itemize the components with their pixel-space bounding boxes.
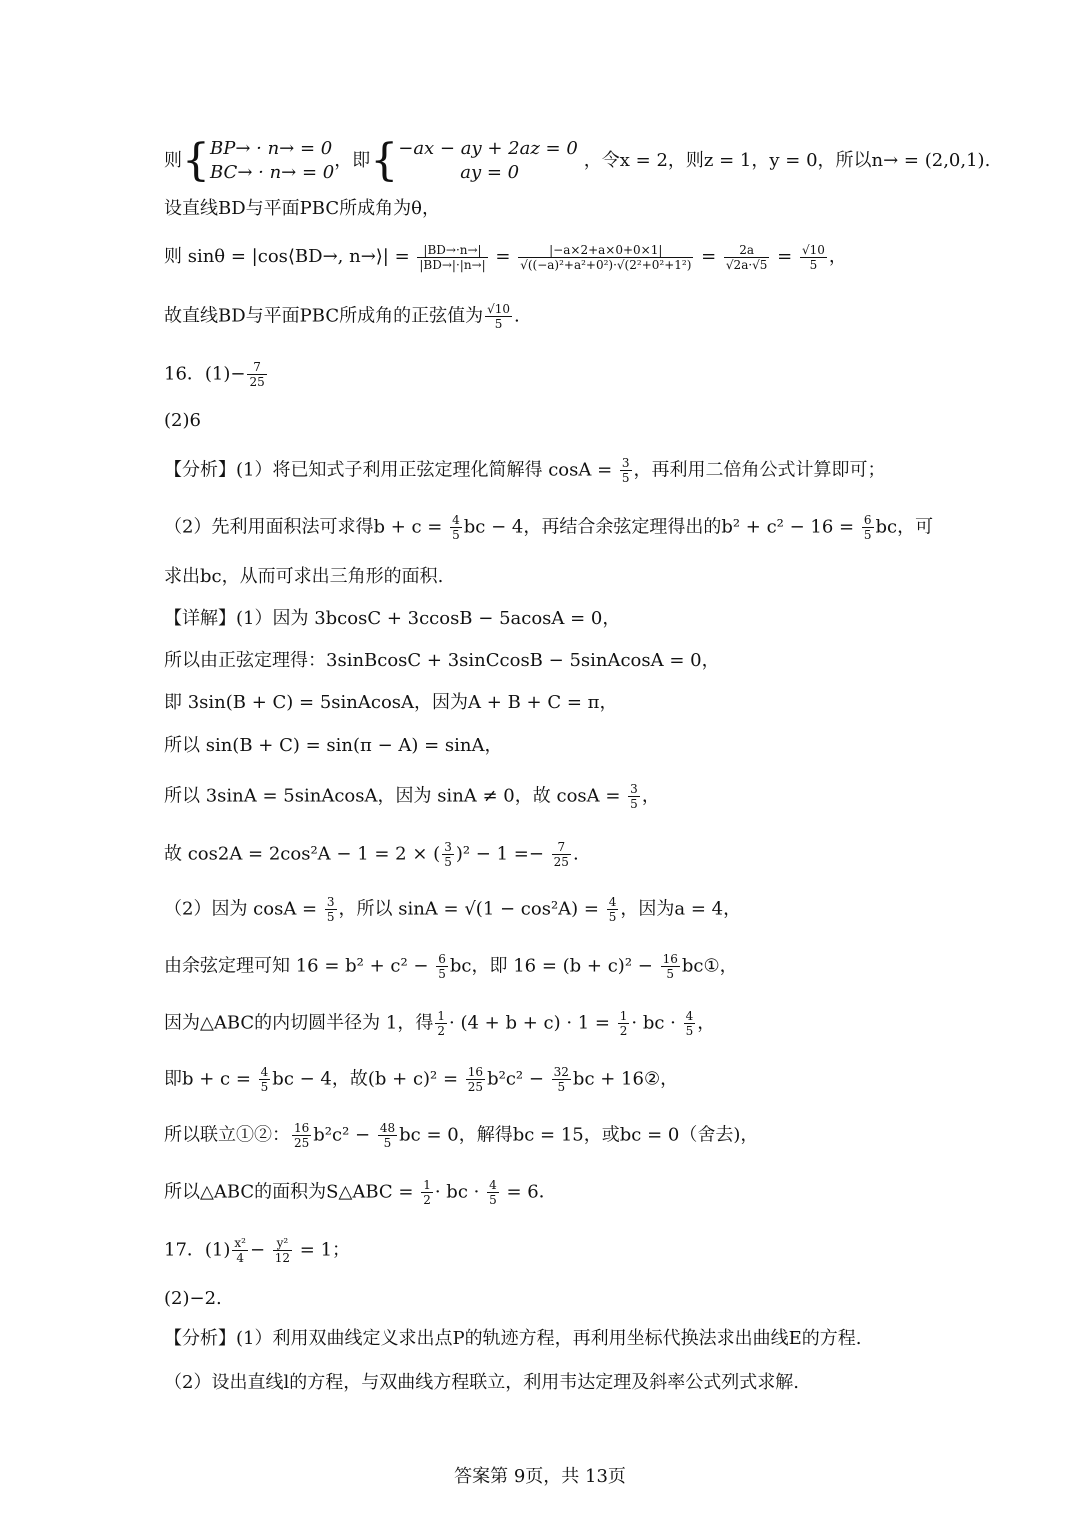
numerator: x² xyxy=(234,1236,246,1250)
numerator: 1 xyxy=(619,1009,628,1023)
denominator: √2a·√5 xyxy=(725,257,768,272)
denominator: 2 xyxy=(619,1024,628,1038)
text: bc，即 16 = (b + c)² − xyxy=(449,955,659,977)
numerator: 2a xyxy=(724,243,770,258)
fraction xyxy=(232,1236,248,1265)
text: = 6． xyxy=(500,1181,557,1203)
text: ，令x = 2，则z = 1，y = 0，所以n→ = (2,0,1). xyxy=(583,150,991,171)
text: （2）因为 cosA = xyxy=(164,898,323,920)
denominator: 25 xyxy=(467,1080,484,1094)
numerator: 1 xyxy=(423,1178,431,1192)
analysis-line xyxy=(164,1370,940,1396)
page-footer: 答案第 9页，共 13页 xyxy=(454,1466,626,1487)
fraction xyxy=(259,1065,271,1094)
text: bc = 0，解得bc = 15，或bc = 0（舍去)， xyxy=(399,1124,759,1146)
text: （2）先利用面积法可求得b + c = xyxy=(164,516,449,538)
fraction xyxy=(487,1178,499,1207)
text: . xyxy=(572,843,579,865)
text: bc + 16②， xyxy=(572,1068,679,1090)
analysis-line xyxy=(164,1326,940,1352)
numerator: 6 xyxy=(863,513,872,527)
equation: ay = 0 xyxy=(460,162,520,183)
text: ，所以 sinA = √(1 − cos²A) = xyxy=(338,898,605,920)
equation: BC→ · n→ = 0 xyxy=(210,162,335,183)
text: （2）设出直线l的方程，与双曲线方程联立，利用韦达定理及斜率公式列式求解. xyxy=(164,1372,799,1393)
fraction xyxy=(442,840,454,869)
numerator: |−a×2+a×0+0×1| xyxy=(518,243,693,258)
numerator: 6 xyxy=(438,952,446,966)
fraction xyxy=(862,513,874,542)
fraction xyxy=(466,1065,485,1094)
text: 由余弦定理可知 16 = b² + c² − xyxy=(164,955,435,977)
denominator: 25 xyxy=(249,375,265,389)
detail-line xyxy=(164,648,940,674)
detail-line xyxy=(164,952,940,981)
denominator: 5 xyxy=(621,471,630,485)
answer-17-2 xyxy=(164,1286,940,1312)
denominator: 5 xyxy=(809,257,818,272)
denominator: √((−a)²+a²+0²)·√(2²+0²+1²) xyxy=(520,257,692,272)
detail-line xyxy=(164,895,940,924)
fraction xyxy=(273,1236,292,1265)
text: 【详解】(1）因为 3bcosC + 3ccosB − 5acosA = 0， xyxy=(164,608,621,629)
fraction xyxy=(518,243,693,272)
fraction xyxy=(378,1121,397,1150)
numerator: 1 xyxy=(437,1009,445,1023)
text: ，再利用二倍角公式计算即可； xyxy=(633,459,886,481)
fraction xyxy=(724,243,770,272)
text: 【分析】(1）将已知式子利用正弦定理化简解得 cosA = xyxy=(164,459,618,481)
detail-line xyxy=(164,782,940,811)
fraction xyxy=(435,1009,447,1038)
equation-system-1 xyxy=(210,137,334,185)
numerator: 3 xyxy=(621,456,630,470)
numerator: 4 xyxy=(452,513,460,527)
fraction xyxy=(421,1178,433,1207)
numerator: 4 xyxy=(608,895,617,909)
answer-16-1 xyxy=(164,360,940,389)
text: )² − 1 =− xyxy=(455,843,550,865)
fraction xyxy=(247,360,266,389)
answer-17-1 xyxy=(164,1236,940,1265)
text: b²c² − xyxy=(487,1068,550,1090)
denominator: 25 xyxy=(294,1136,310,1150)
detail-line xyxy=(164,690,940,716)
text: = xyxy=(695,246,722,267)
text: 16．(1)− xyxy=(164,363,246,385)
brace-icon: { xyxy=(370,135,399,186)
text: ， xyxy=(641,785,660,807)
equation: −ax − ay + 2az = 0 xyxy=(398,138,578,159)
denominator: 5 xyxy=(326,910,335,924)
equation: BP→ · n→ = 0 xyxy=(210,138,333,159)
numerator: 4 xyxy=(489,1178,497,1192)
text: = xyxy=(489,246,517,267)
text: 求出bc，从而可求出三角形的面积. xyxy=(164,566,444,587)
line-system xyxy=(164,134,991,188)
text: · bc · xyxy=(434,1181,486,1203)
fraction xyxy=(485,302,512,331)
text: (2)−2. xyxy=(164,1288,222,1309)
detail-line xyxy=(164,1121,940,1150)
numerator: 32 xyxy=(553,1065,569,1079)
denominator: 5 xyxy=(608,910,617,924)
denominator: 5 xyxy=(863,528,872,542)
fraction xyxy=(325,895,337,924)
denominator: 25 xyxy=(553,855,569,869)
detail-line xyxy=(164,1009,940,1038)
analysis-line xyxy=(164,456,940,485)
text: 故 cos2A = 2cos²A − 1 = 2 × ( xyxy=(164,843,441,865)
text: 则 sinθ = |cos⟨BD→, n→⟩| = xyxy=(164,246,416,267)
text: 即b + c = xyxy=(164,1068,257,1090)
fraction xyxy=(800,243,827,272)
fraction xyxy=(552,840,571,869)
fraction xyxy=(661,952,680,981)
denominator: 2 xyxy=(423,1193,431,1207)
analysis-line xyxy=(164,564,940,590)
denominator: 5 xyxy=(452,528,460,542)
fraction xyxy=(292,1121,311,1150)
numerator: 4 xyxy=(260,1065,269,1079)
detail-line xyxy=(164,1178,940,1207)
denominator: 5 xyxy=(685,1024,694,1038)
denominator: 5 xyxy=(489,1193,497,1207)
fraction xyxy=(684,1009,696,1038)
fraction xyxy=(628,782,640,811)
detail-line xyxy=(164,840,940,869)
text: 所以由正弦定理得：3sinBcosC + 3sinCcosB − 5sinAcosA = 0， xyxy=(164,650,720,671)
text: 所以 3sinA = 5sinAcosA，因为 sinA ≠ 0，故 cosA = xyxy=(164,785,627,807)
fraction xyxy=(552,1065,571,1094)
text: 所以 sin(B + C) = sin(π − A) = sinA， xyxy=(164,735,503,756)
text: = xyxy=(771,246,798,267)
numerator: 7 xyxy=(247,360,266,375)
analysis-line xyxy=(164,513,940,542)
text: 17．(1) xyxy=(164,1239,231,1261)
fraction xyxy=(607,895,619,924)
text: · bc · xyxy=(631,1012,682,1034)
fraction xyxy=(620,456,632,485)
text: 则 xyxy=(164,150,182,171)
text: 所以联立①②： xyxy=(164,1124,290,1146)
numerator: 3 xyxy=(326,895,335,909)
numerator: 48 xyxy=(379,1121,396,1135)
text-line xyxy=(164,302,940,331)
text: − xyxy=(249,1239,271,1261)
fraction xyxy=(450,513,462,542)
text: . xyxy=(514,305,520,327)
text: bc − 4，再结合余弦定理得出的b² + c² − 16 = xyxy=(463,516,860,538)
text: (2)6 xyxy=(164,410,201,431)
sin-theta-line xyxy=(164,230,940,284)
denominator: 5 xyxy=(383,1136,392,1150)
denominator: 5 xyxy=(557,1080,566,1094)
denominator: |BD→|·|n→| xyxy=(419,257,486,272)
text-line xyxy=(164,196,940,222)
text: ， xyxy=(828,246,847,267)
text: 故直线BD与平面PBC所成角的正弦值为 xyxy=(164,305,484,327)
text: 设直线BD与平面PBC所成角为θ， xyxy=(164,198,440,219)
denominator: 5 xyxy=(630,797,638,811)
text: 因为△ABC的内切圆半径为 1，得 xyxy=(164,1012,434,1034)
text: · (4 + b + c) · 1 = xyxy=(449,1012,616,1034)
denominator: 12 xyxy=(274,1251,291,1265)
fraction xyxy=(417,243,487,272)
numerator: 16 xyxy=(662,952,678,966)
detail-line xyxy=(164,733,940,759)
fraction xyxy=(618,1009,630,1038)
numerator: √10 xyxy=(487,302,511,316)
denominator: 5 xyxy=(444,855,452,869)
detail-line xyxy=(164,606,940,632)
denominator: 5 xyxy=(666,967,675,981)
numerator: 4 xyxy=(685,1009,694,1023)
numerator: 7 xyxy=(552,840,571,855)
numerator: 3 xyxy=(630,782,638,796)
text: bc①， xyxy=(681,955,738,977)
numerator: √10 xyxy=(801,242,825,257)
denominator: 5 xyxy=(494,317,503,331)
text: bc，可 xyxy=(875,516,934,538)
denominator: 5 xyxy=(260,1080,269,1094)
numerator: 16 xyxy=(294,1121,310,1135)
denominator: 4 xyxy=(236,1251,245,1265)
denominator: 2 xyxy=(437,1024,445,1038)
numerator: |BD→·n→| xyxy=(417,243,487,258)
detail-line xyxy=(164,1065,940,1094)
text: = 1； xyxy=(294,1239,351,1261)
denominator: 5 xyxy=(438,967,446,981)
numerator: 16 xyxy=(467,1065,484,1079)
text: 所以△ABC的面积为S△ABC = xyxy=(164,1181,420,1203)
equation-system-2 xyxy=(398,137,578,185)
numerator: 3 xyxy=(444,840,452,854)
numerator: y² xyxy=(273,1236,292,1251)
text: bc − 4，故(b + c)² = xyxy=(272,1068,464,1090)
text: ， xyxy=(697,1012,716,1034)
text: b²c² − xyxy=(313,1124,376,1146)
answer-16-2 xyxy=(164,408,940,434)
text: 即 3sin(B + C) = 5sinAcosA，因为A + B + C = π， xyxy=(164,692,618,713)
text: 【分析】(1）利用双曲线定义求出点P的轨迹方程，再利用坐标代换法求出曲线E的方程. xyxy=(164,1328,862,1349)
fraction xyxy=(436,952,448,981)
text: ，即 xyxy=(334,150,371,171)
brace-icon: { xyxy=(182,135,210,186)
text: ，因为a = 4， xyxy=(620,898,742,920)
